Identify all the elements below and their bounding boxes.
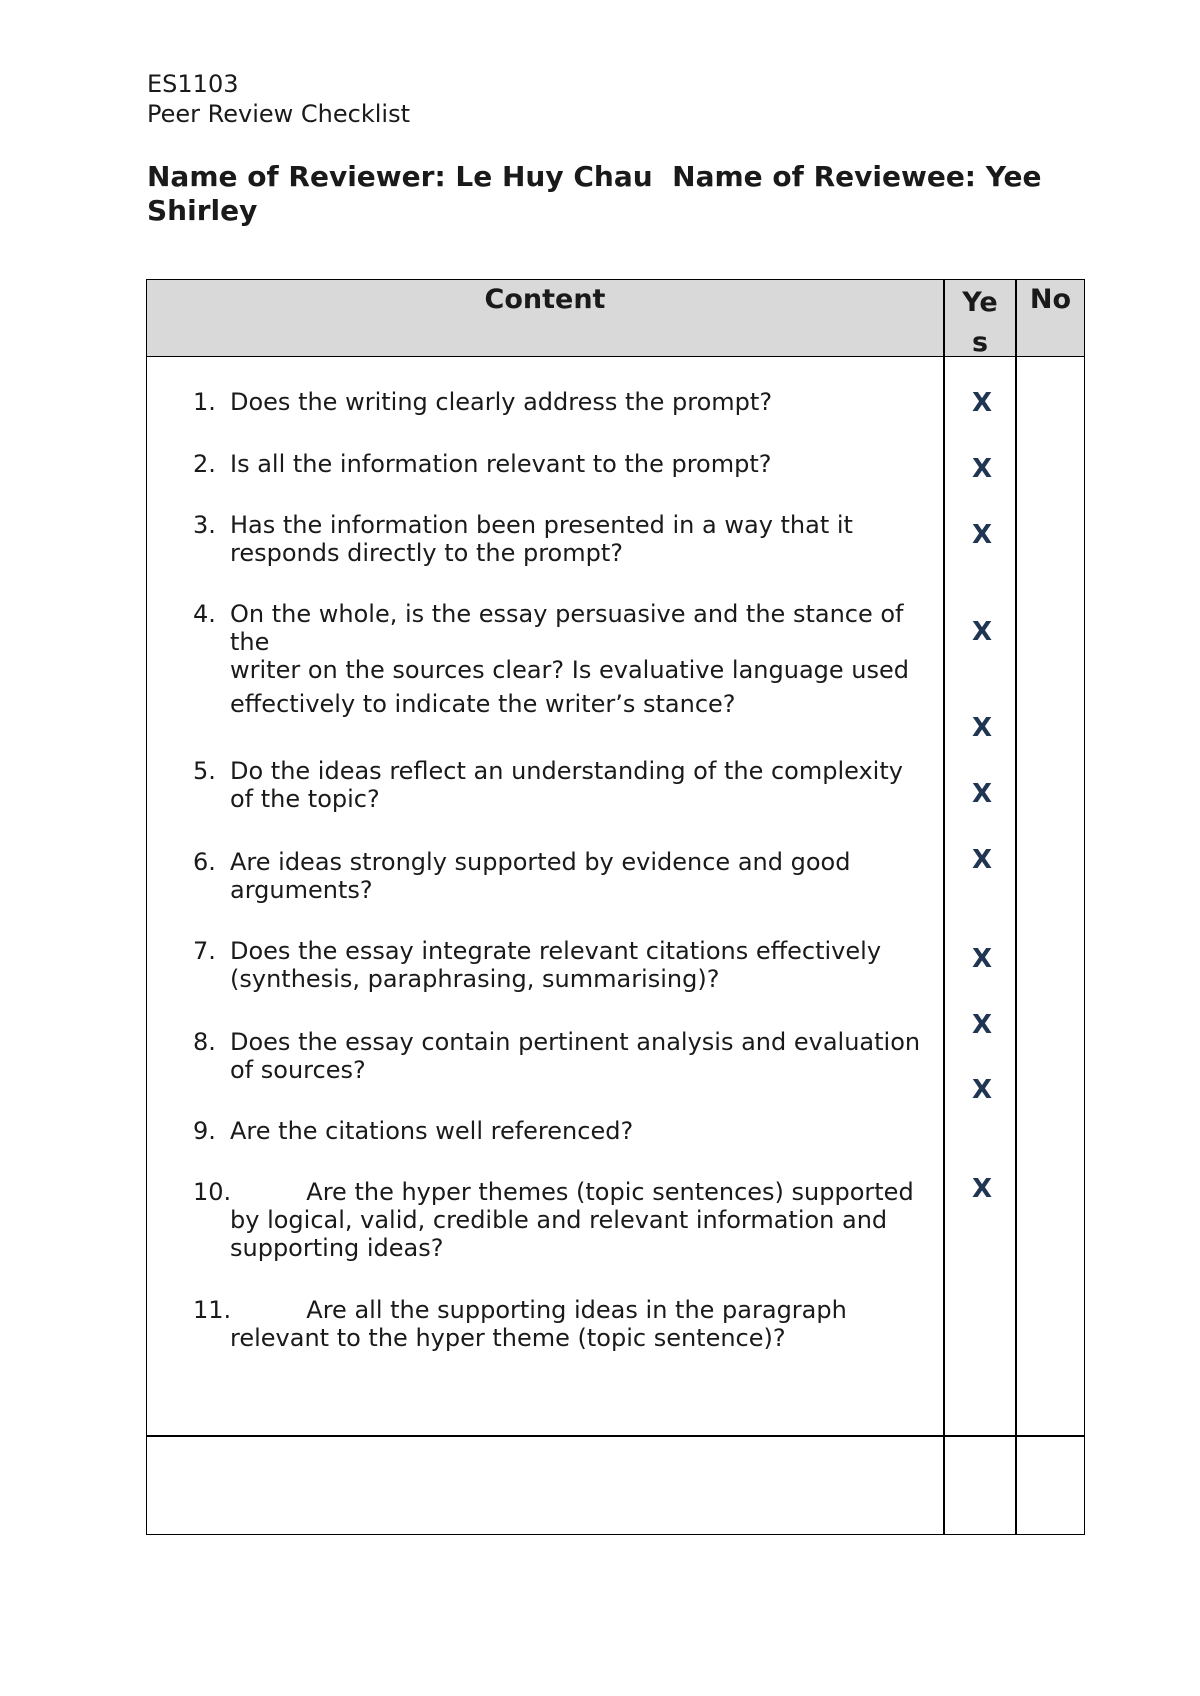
item-text-line: supporting ideas? (230, 1234, 444, 1262)
reviewer-line: Name of Reviewer: Le Huy Chau Name of Reviewee: Yee (147, 160, 1042, 193)
item-text (230, 1178, 914, 1262)
item-text (230, 848, 850, 904)
header-yes: Yes (962, 287, 998, 358)
yes-mark: X (971, 520, 993, 550)
item-text-line: Are ideas strongly supported by evidence and good (230, 848, 851, 876)
column-divider (943, 280, 945, 1534)
item-text (230, 937, 881, 993)
yes-mark: X (971, 779, 993, 809)
item-text-line: Are all the supporting ideas in the paragraph (230, 1296, 847, 1324)
header-no: No (1029, 284, 1072, 315)
yes-mark: X (971, 617, 993, 647)
item-number: 1. (193, 388, 216, 416)
item-number: 8. (193, 1028, 216, 1056)
item-text-line: Are the citations well referenced? (230, 1117, 634, 1145)
item-text-line: relevant to the hyper theme (topic sentence)? (230, 1324, 786, 1352)
item-text-line: effectively to indicate the writer’s stance? (230, 690, 736, 718)
reviewee-line-cont: Shirley (147, 194, 258, 227)
reviewer-reviewee-names (147, 160, 1087, 228)
item-text (230, 450, 772, 478)
item-number: 5. (193, 757, 216, 785)
item-number: 9. (193, 1117, 216, 1145)
item-number: 7. (193, 937, 216, 965)
item-text (230, 757, 903, 813)
item-text-line: Is all the information relevant to the prompt? (230, 450, 772, 478)
item-number: 3. (193, 511, 216, 539)
yes-mark: X (971, 1010, 993, 1040)
document-title: Peer Review Checklist (147, 100, 410, 128)
item-text-line: (synthesis, paraphrasing, summarising)? (230, 965, 720, 993)
yes-mark: X (971, 1174, 993, 1204)
column-divider (1015, 280, 1017, 1534)
yes-mark: X (971, 1075, 993, 1105)
item-text-line: Does the writing clearly address the prompt? (230, 388, 773, 416)
item-text-line: Has the information been presented in a way that it (230, 511, 853, 539)
item-text-line: of the topic? (230, 785, 380, 813)
item-text (230, 511, 853, 567)
yes-mark: X (971, 454, 993, 484)
item-text-line: On the whole, is the essay persuasive and the stance of (230, 600, 904, 628)
item-text-line: Do the ideas reflect an understanding of the complexity (230, 757, 903, 785)
yes-mark: X (971, 944, 993, 974)
item-text-line: arguments? (230, 876, 373, 904)
yes-mark: X (971, 845, 993, 875)
item-text-line: the (230, 628, 270, 656)
item-text (230, 1028, 920, 1084)
course-code: ES1103 (147, 70, 239, 98)
item-text-line: writer on the sources clear? Is evaluative language used (230, 656, 910, 684)
item-number: 10. (193, 1178, 232, 1206)
item-text (230, 1117, 633, 1145)
item-text-line: Are the hyper themes (topic sentences) supported (230, 1178, 914, 1206)
yes-mark: X (971, 713, 993, 743)
item-number: 6. (193, 848, 216, 876)
item-number: 11. (193, 1296, 232, 1324)
item-text (230, 388, 772, 416)
item-text-line: of sources? (230, 1056, 366, 1084)
item-text (230, 1296, 847, 1352)
item-text-line: by logical, valid, credible and relevant information and (230, 1206, 888, 1234)
yes-mark: X (971, 388, 993, 418)
row-divider (147, 1435, 1084, 1437)
item-text-line: responds directly to the prompt? (230, 539, 623, 567)
item-number: 4. (193, 600, 216, 628)
item-number: 2. (193, 450, 216, 478)
item-text-line: Does the essay contain pertinent analysis and evaluation (230, 1028, 921, 1056)
item-text-line: Does the essay integrate relevant citations effectively (230, 937, 882, 965)
header-content: Content (484, 284, 606, 315)
